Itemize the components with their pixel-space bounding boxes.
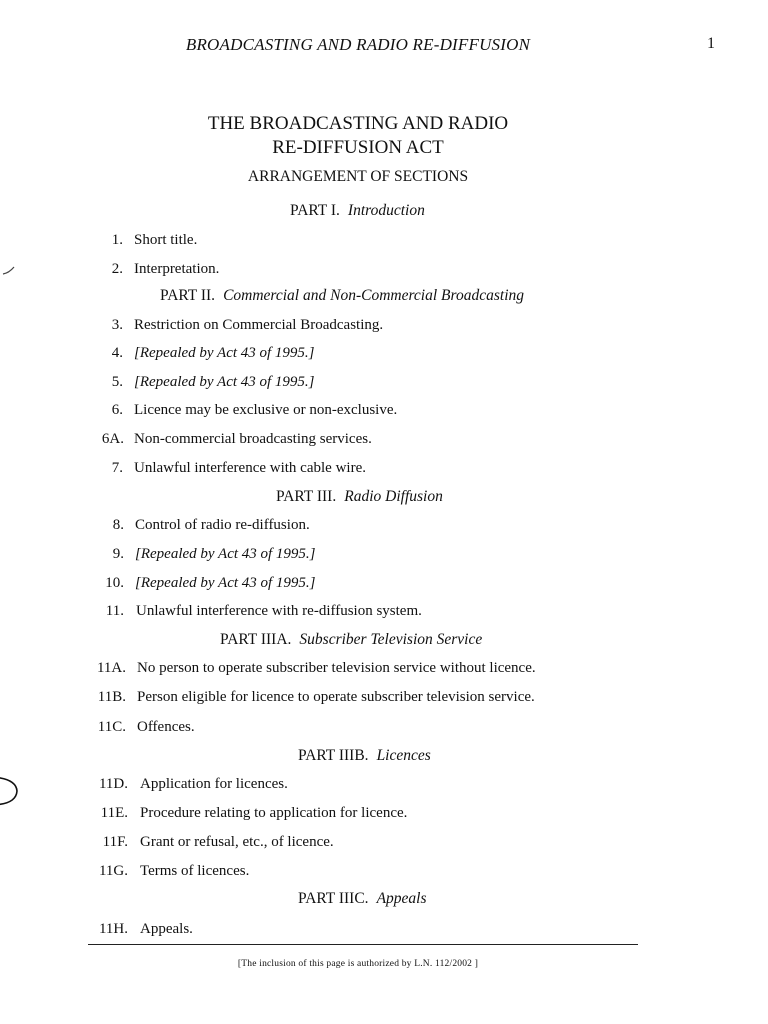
part-name: Commercial and Non-Commercial Broadcasting	[223, 287, 524, 304]
section-title: Short title.	[134, 232, 198, 248]
section-title: Terms of licences.	[140, 863, 250, 879]
section-number: 11E.	[100, 805, 128, 821]
section-title: Appeals.	[140, 921, 193, 937]
section-number: 11G.	[98, 863, 128, 879]
section-title: Interpretation.	[134, 261, 220, 277]
act-title-line-2: RE-DIFFUSION ACT	[272, 137, 444, 158]
arrangement-heading: ARRANGEMENT OF SECTIONS	[247, 168, 469, 185]
section-number: 7.	[111, 460, 123, 476]
part-name: Introduction	[347, 202, 425, 219]
section-title: Unlawful interference with cable wire.	[134, 460, 366, 476]
part-name: Subscriber Television Service	[299, 631, 483, 648]
section-number: 6A.	[101, 431, 124, 447]
running-header-title: BROADCASTING AND RADIO RE-DIFFUSION	[185, 35, 531, 54]
part-heading	[160, 287, 524, 305]
section-number: 8.	[112, 517, 124, 533]
section-title: Person eligible for licence to operate subscriber television service.	[137, 689, 535, 705]
section-title: Procedure relating to application for licence.	[140, 805, 408, 821]
part-name: Appeals	[376, 890, 427, 907]
part-heading	[298, 890, 427, 908]
part-heading	[298, 747, 431, 765]
part-label: PART III.	[276, 488, 337, 505]
section-title: [Repealed by Act 43 of 1995.]	[134, 374, 315, 390]
part-label: PART II.	[160, 287, 216, 304]
section-number: 11D.	[98, 776, 128, 792]
section-number: 6.	[111, 402, 123, 418]
footer-divider	[88, 944, 638, 945]
page-number: 1	[707, 35, 715, 52]
act-title-line-1: THE BROADCASTING AND RADIO	[207, 113, 509, 134]
section-title: Licence may be exclusive or non-exclusive.	[134, 402, 398, 418]
section-number: 11F.	[102, 834, 128, 850]
part-label: PART IIIC.	[298, 890, 369, 907]
section-number: 11H.	[98, 921, 128, 937]
section-title: [Repealed by Act 43 of 1995.]	[135, 575, 316, 591]
part-heading	[290, 202, 425, 220]
footer-note: [The inclusion of this page is authorized by L.N. 112/2002 ]	[237, 959, 479, 969]
section-title: Non-commercial broadcasting services.	[134, 431, 372, 447]
section-number: 11C.	[97, 719, 126, 735]
scan-mark-icon	[2, 265, 16, 275]
section-number: 4.	[111, 345, 123, 361]
section-number: 11.	[105, 603, 124, 619]
section-number: 1.	[111, 232, 123, 248]
section-title: Application for licences.	[140, 776, 288, 792]
section-title: Grant or refusal, etc., of licence.	[140, 834, 334, 850]
part-label: PART IIIB.	[298, 747, 369, 764]
section-title: [Repealed by Act 43 of 1995.]	[135, 546, 316, 562]
section-title: Unlawful interference with re-diffusion system.	[136, 603, 422, 619]
part-name: Radio Diffusion	[344, 488, 443, 505]
section-title: Control of radio re-diffusion.	[135, 517, 310, 533]
section-number: 9.	[112, 546, 124, 562]
section-number: 3.	[111, 317, 123, 333]
section-title: No person to operate subscriber television service without licence.	[137, 660, 536, 676]
section-number: 11B.	[97, 689, 126, 705]
section-number: 5.	[111, 374, 123, 390]
part-name: Licences	[376, 747, 431, 764]
section-title: Restriction on Commercial Broadcasting.	[134, 317, 384, 333]
section-number: 10.	[105, 575, 124, 591]
part-label: PART IIIA.	[220, 631, 292, 648]
part-label: PART I.	[290, 202, 340, 219]
section-number: 11A.	[96, 660, 126, 676]
punch-hole-icon	[0, 774, 20, 808]
section-title: Offences.	[137, 719, 195, 735]
section-title: [Repealed by Act 43 of 1995.]	[134, 345, 315, 361]
section-number: 2.	[111, 261, 123, 277]
part-heading	[276, 488, 443, 506]
part-heading	[220, 631, 482, 649]
